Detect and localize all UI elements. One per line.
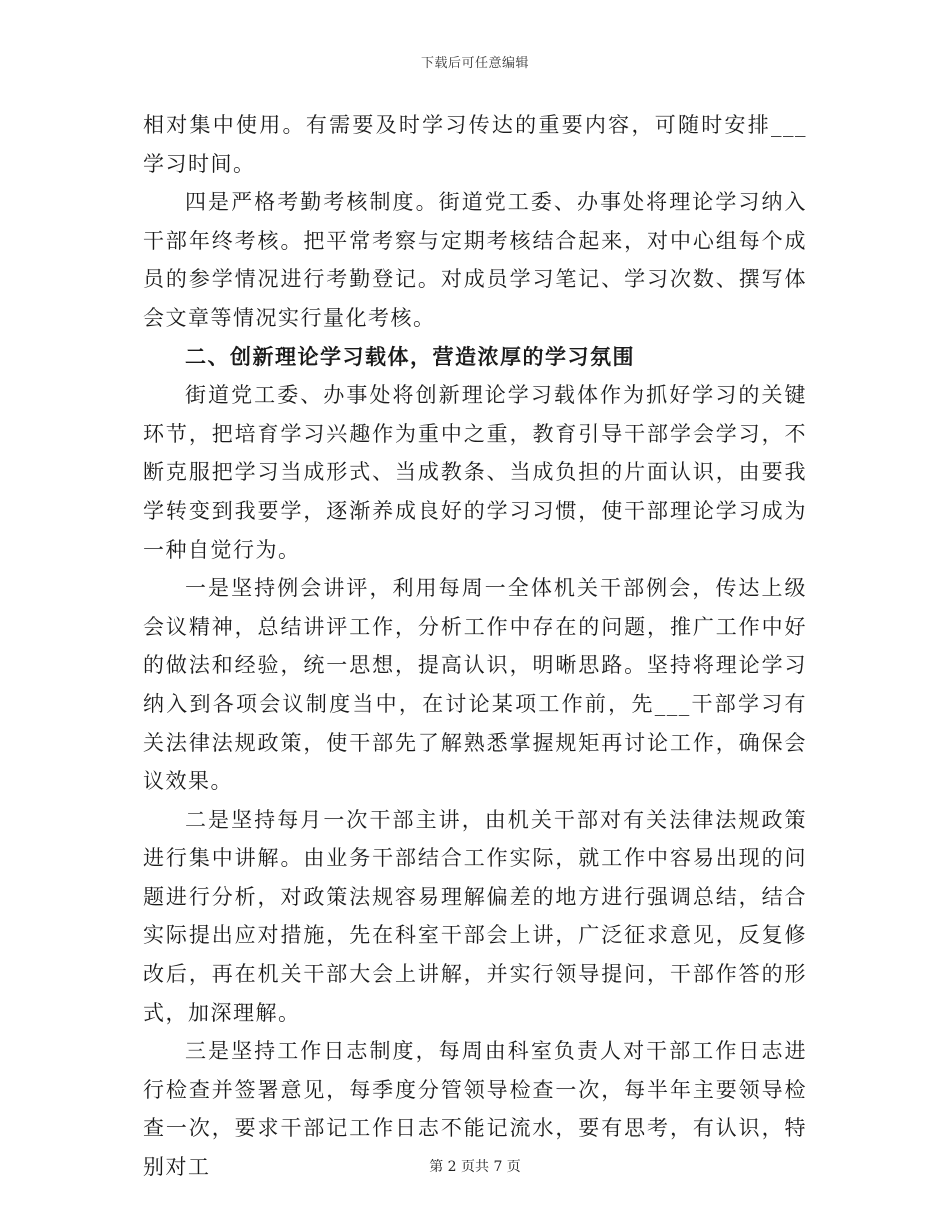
paragraph-point-one: 一是坚持例会讲评，利用每周一全体机关干部例会，传达上级会议精神，总结讲评工作，分析工作中存在的问题，推广工作中好的做法和经验，统一思想，提高认识，明晰思路。坚持将理论学习纳入到各项会议制度当中，在讨论某项工作前，先___干部学习有关法律法规政策，使干部先了解熟悉掌握规矩再讨论工作，确保会议效果。	[143, 576, 807, 794]
paragraph-attendance: 四是严格考勤考核制度。街道党工委、办事处将理论学习纳入干部年终考核。把平常考察与定期考核结合起来，对中心组每个成员的参学情况进行考勤登记。对成员学习笔记、学习次数、撰写体会文章等情况实行量化考核。	[143, 190, 807, 330]
page-header: 下载后可任意编辑	[420, 56, 529, 71]
document-body	[143, 106, 807, 1187]
section-heading: 二、创新理论学习载体，营造浓厚的学习氛围	[185, 343, 635, 369]
page-footer: 第 2 页共 7 页	[429, 1159, 521, 1175]
paragraph-point-two: 二是坚持每月一次干部主讲，由机关干部对有关法律法规政策进行集中讲解。由业务干部结合工作实际，就工作中容易出现的问题进行分析，对政策法规容易理解偏差的地方进行强调总结，结合实际提出应对措施，先在科室干部会上讲，广泛征求意见，反复修改后，再在机关干部大会上讲解，并实行领导提问，干部作答的形式，加深理解。	[143, 807, 807, 1025]
paragraph-point-three: 三是坚持工作日志制度，每周由科室负责人对干部工作日志进行检查并签署意见，每季度分管领导检查一次，每半年主要领导检查一次，要求干部记工作日志不能记流水，要有思考，有认识，特别对工	[143, 1039, 807, 1180]
paragraph-continued: 相对集中使用。有需要及时学习传达的重要内容，可随时安排___学习时间。	[143, 113, 807, 176]
paragraph-intro: 街道党工委、办事处将创新理论学习载体作为抓好学习的关键环节，把培育学习兴趣作为重中之重，教育引导干部学会学习，不断克服把学习当成形式、当成教条、当成负担的片面认识，由要我学转变到我要学，逐渐养成良好的学习习惯，使干部理论学习成为一种自觉行为。	[143, 383, 807, 562]
